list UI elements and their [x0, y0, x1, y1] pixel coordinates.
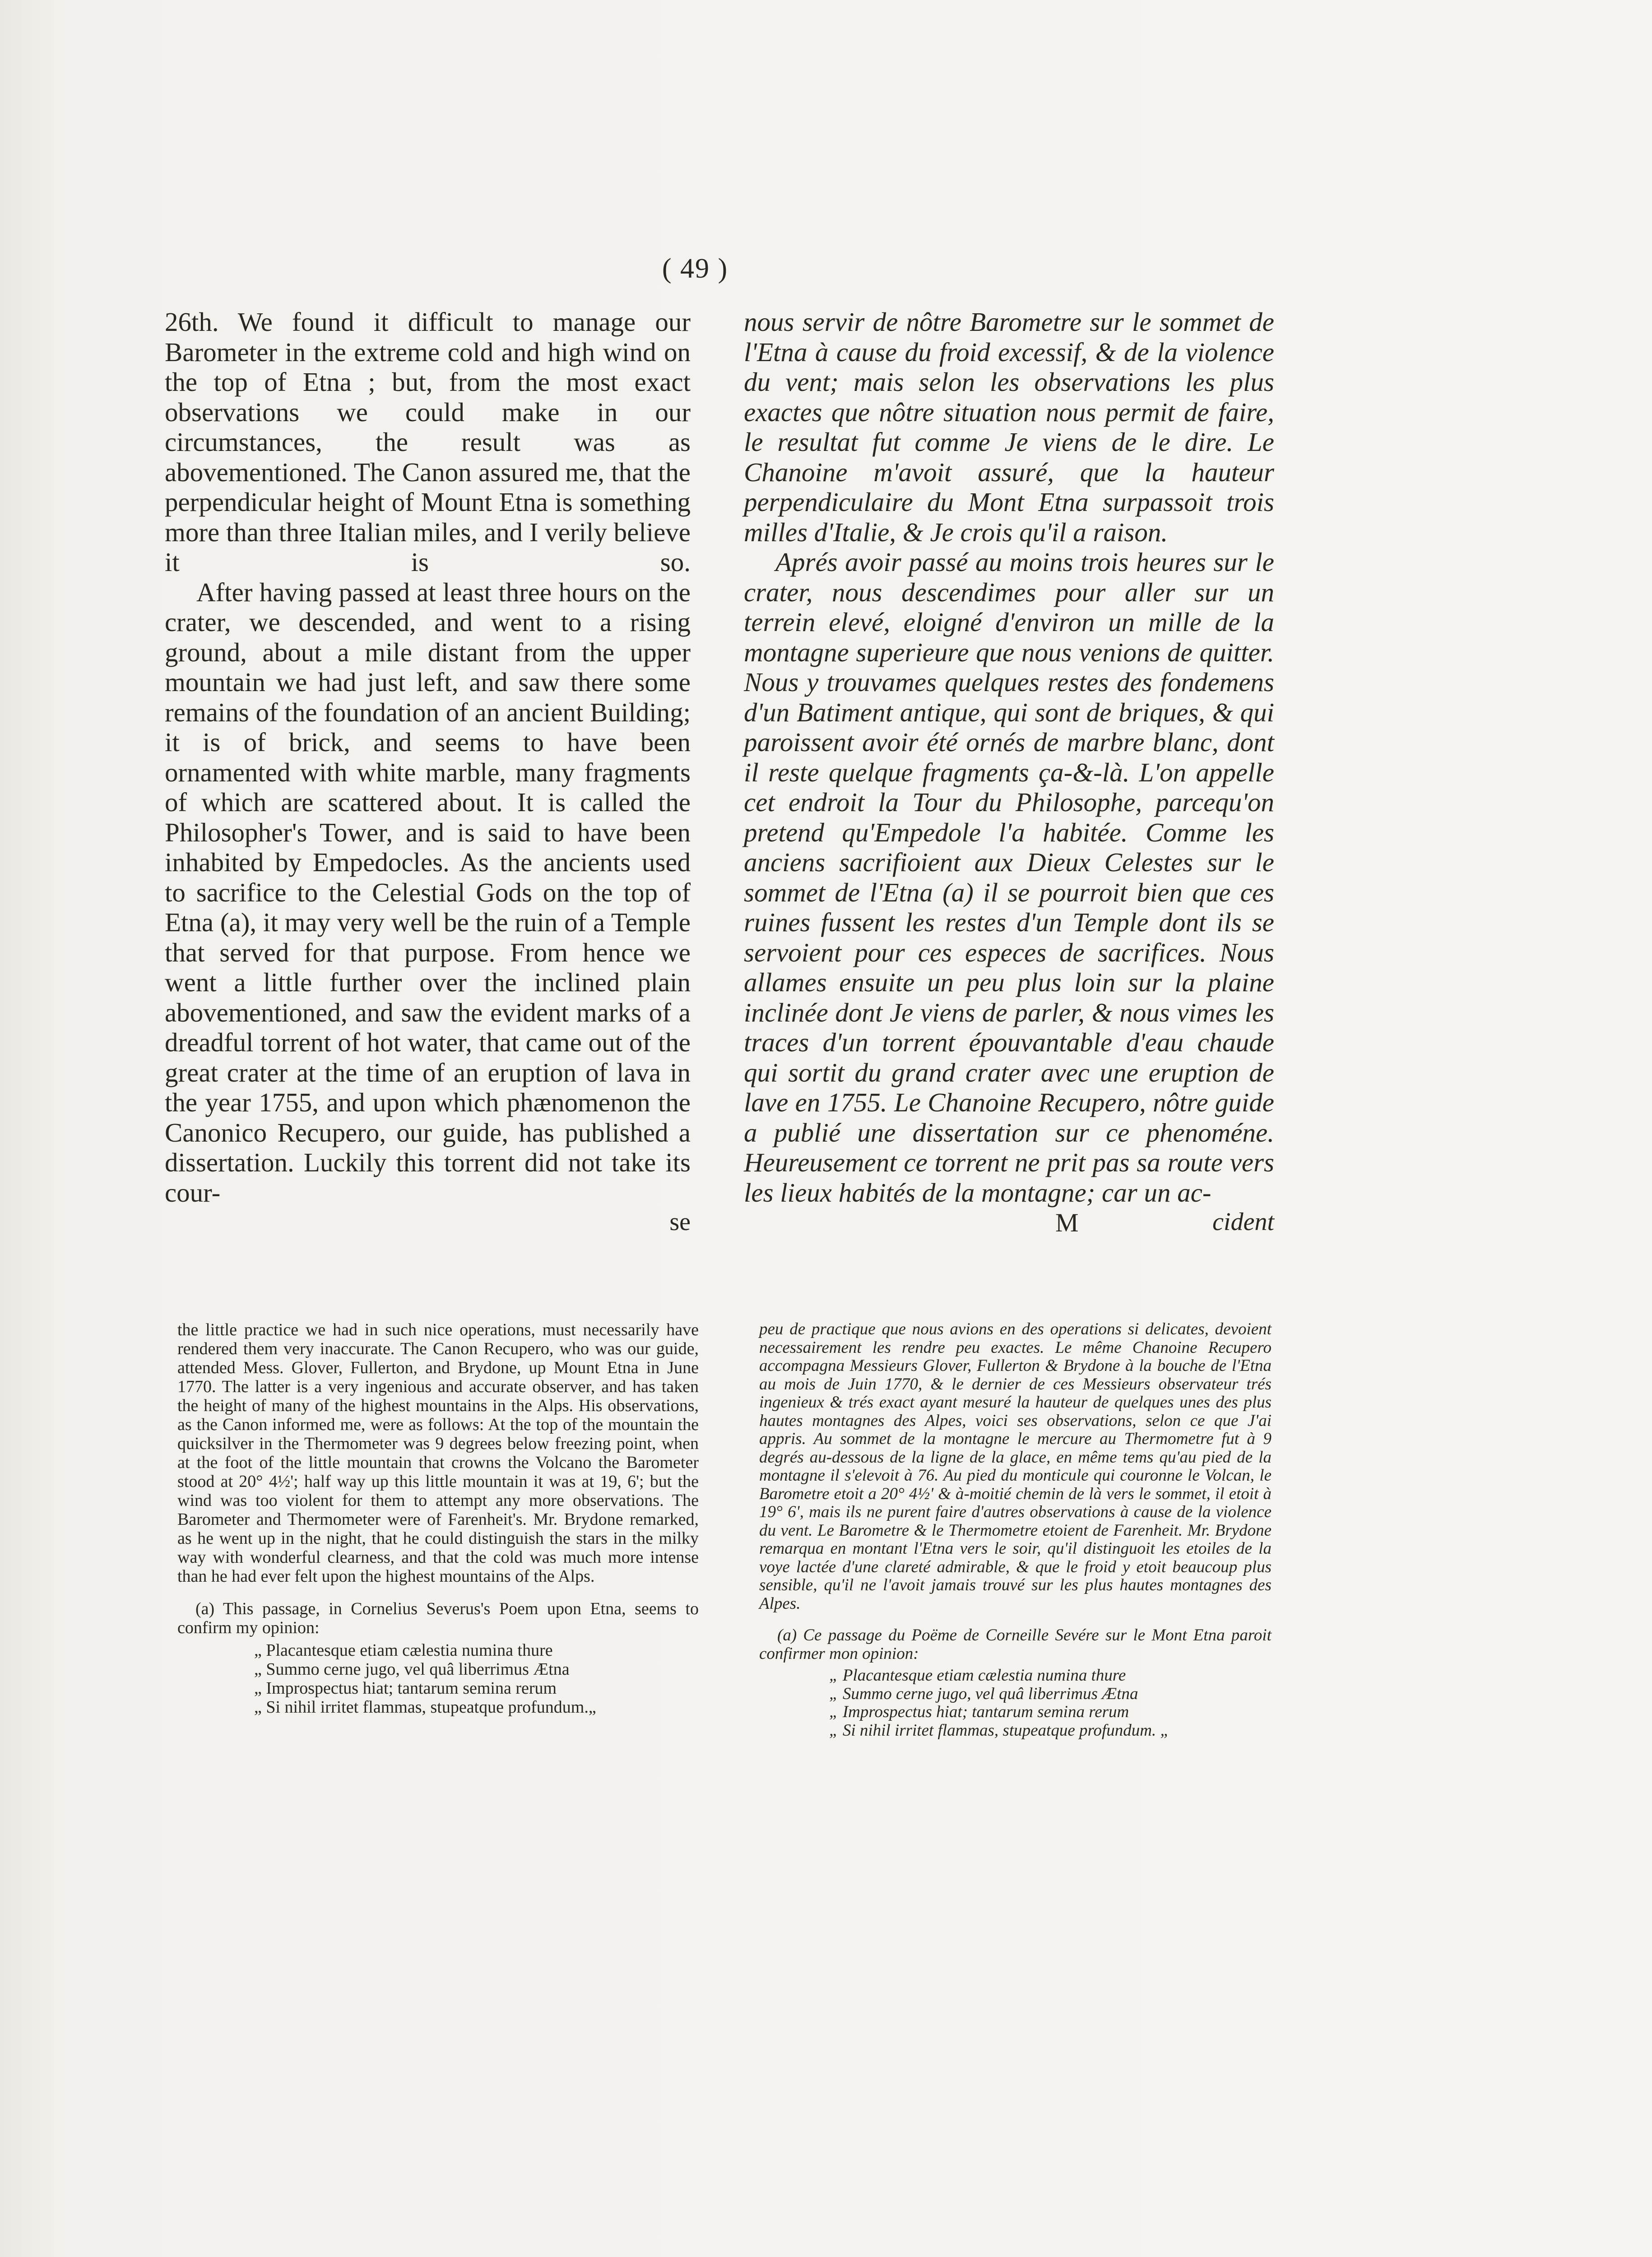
french-verse-footnote: [759, 1626, 1271, 1740]
french-paragraph: Aprés avoir passé au moins trois heures sur le crater, nous descendimes pour aller sur un terrein elevé, eloigné d'environ un mille de la montagne superieure que nous venions de quitter. Nous y trouvames quelques restes des fondemens d'un Batiment antique, qui sont de briques, & qui paroissent avoir été ornés de marbre blanc, dont il reste quelque fragments ça-&-là. L'on appelle cet endroit la Tour du Philosophe, parcequ'on pretend qu'Empedole l'a habitée. Comme les anciens sacrifioient aux Dieux Celestes sur le sommet de l'Etna (a) il se pourroit bien que ces ruines fussent les restes d'un Temple dont ils se servoient pour ces especes de sacrifices. Nous allames ensuite un peu plus loin sur la plaine inclinée dont Je viens de parler, & nous vimes les traces d'un torrent épouvantable d'eau chaude qui sortit du grand crater avec une eruption de lave en 1755. Le Chanoine Recupero, nôtre guide a publié une dissertation sur ce phenoméne. Heureusement ce torrent ne prit pas sa route vers les lieux habités de la montagne; car un ac-: [744, 547, 1274, 1207]
english-footnotes: [177, 1320, 699, 1717]
english-footnote: the little practice we had in such nice operations, must necessarily have rendered them very inaccurate. The Canon Recupero, who was our guide, attended Mess. Glover, Fullerton, and Brydone, up Mount Etna in June 1770. The latter is a very ingenious and accurate observer, and has taken the height of many of the highest mountains in the Alps. His observations, as the Canon informed me, were as follows: At the top of the mountain the quicksilver in the Thermometer was 9 degrees below freezing point, when at the foot of the little mountain that crowns the Volcano the Barometer stood at 20° 4½'; half way up this little mountain it was at 19, 6'; but the wind was too violent for them to attempt any more observations. The Barometer and Thermometer were of Farenheit's. Mr. Brydone remarked, as he went up in the night, that he could distinguish the stars in the milky way with wonderful clearness, and that the cold was much more intense than he had ever felt upon the highest mountains of the Alps.: [177, 1320, 699, 1586]
verse-line: „ Improspectus hiat; tantarum semina rerum: [829, 1703, 1129, 1721]
french-footnote: peu de practique que nous avions en des operations si delicates, devoient necessairement les rendre peu exactes. Le même Chanoine Recupero accompagna Messieurs Glover, Fullerton & Brydone à la bouche de l'Etna au mois de Juin 1770, & le dernier de ces Messieurs observateur trés ingenieux & trés exact ayant mesuré la hauteur de quelques unes des plus hautes montagnes des Alpes, voici ses observations, selon ce que J'ai appris. Au sommet de la montagne le mercure au Thermometre fut à 9 degrés au-dessous de la ligne de la glace, en même tems qu'au pied de la montagne il s'elevoit à 76. Au pied du monticule qui couronne le Volcan, le Barometre etoit a 20° 4½' & à-moitié chemin de là vers le sommet, il etoit à 19° 6', mais ils ne purent faire d'autres observations à cause de la violence du vent. Le Barometre & le Thermometre etoient de Farenheit. Mr. Brydone remarqua en montant l'Etna vers le soir, qu'il distinguoit les etoiles de la voye lactée d'une clareté admirable, & que le froid y etoit beaucoup plus sensible, qu'il ne l'avoit jamais trouvé sur les plus hautes montagnes des Alpes.: [759, 1320, 1271, 1613]
french-catchword: cident: [1212, 1208, 1274, 1236]
english-paragraph: 26th. We found it difficult to manage our Barometer in the extreme cold and high wind on the top of Etna ; but, from the most exact observations we could make in our circumstances, the result was as abovementioned. The Canon assured me, that the perpendicular height of Mount Etna is something more than three Italian miles, and I verily believe it is so.: [165, 307, 691, 577]
verse-line: „ Placantesque etiam cælestia numina thure: [829, 1666, 1126, 1685]
verse-line: „ Improspectus hiat; tantarum semina rerum: [254, 1679, 557, 1698]
verse-line: „ Summo cerne jugo, vel quâ liberrimus Ætna: [829, 1684, 1138, 1703]
french-verse-lines: [829, 1667, 1271, 1740]
english-catchword: se: [669, 1208, 691, 1236]
french-footnotes: [759, 1320, 1271, 1740]
english-verse-lines: [254, 1641, 699, 1717]
verse-line: „ Summo cerne jugo, vel quâ liberrimus Ætna: [254, 1660, 570, 1679]
french-footer-row: [744, 1207, 1274, 1237]
signature-mark: M: [1055, 1208, 1079, 1237]
english-paragraph: After having passed at least three hours on the crater, we descended, and went to a rising ground, about a mile distant from the upper mountain we had just left, and saw there some remains of the foundation of an ancient Building; it is of brick, and seems to have been ornamented with white marble, many fragments of which are scattered about. It is called the Philosopher's Tower, and is said to have been inhabited by Empedocles. As the ancients used to sacrifice to the Celestial Gods on the top of Etna (a), it may very well be the ruin of a Temple that served for that purpose. From hence we went a little further over the inclined plain abovementioned, and saw the evident marks of a dreadful torrent of hot water, that came out of the great crater at the time of an eruption of lava in the year 1755, and upon which phænomenon the Canonico Recupero, our guide, has published a dissertation. Luckily this torrent did not take its cour-: [165, 577, 691, 1207]
french-text-column: [744, 307, 1274, 1237]
english-verse-intro: (a) This passage, in Cornelius Severus's Poem upon Etna, seems to confirm my opinion:: [177, 1599, 699, 1637]
french-verse-intro: (a) Ce passage du Poëme de Corneille Sevére sur le Mont Etna paroit confirmer mon opinion:: [759, 1626, 1271, 1663]
english-footer-row: [165, 1207, 691, 1237]
page-number: ( 49 ): [662, 253, 729, 284]
english-text-column: [165, 307, 691, 1237]
verse-line: „ Si nihil irritet flammas, stupeatque profundum. „: [829, 1721, 1170, 1740]
verse-line: „ Si nihil irritet flammas, stupeatque profundum.„: [254, 1698, 596, 1717]
english-verse-footnote: [177, 1599, 699, 1717]
verse-line: „ Placantesque etiam cælestia numina thure: [254, 1641, 553, 1660]
french-paragraph: nous servir de nôtre Barometre sur le sommet de l'Etna à cause du froid excessif, & de la violence du vent; mais selon les observations les plus exactes que nôtre situation nous permit de faire, le resultat fut comme Je viens de le dire. Le Chanoine m'avoit assuré, que la hauteur perpendiculaire du Mont Etna surpassoit trois milles d'Italie, & Je crois qu'il a raison.: [744, 307, 1274, 547]
